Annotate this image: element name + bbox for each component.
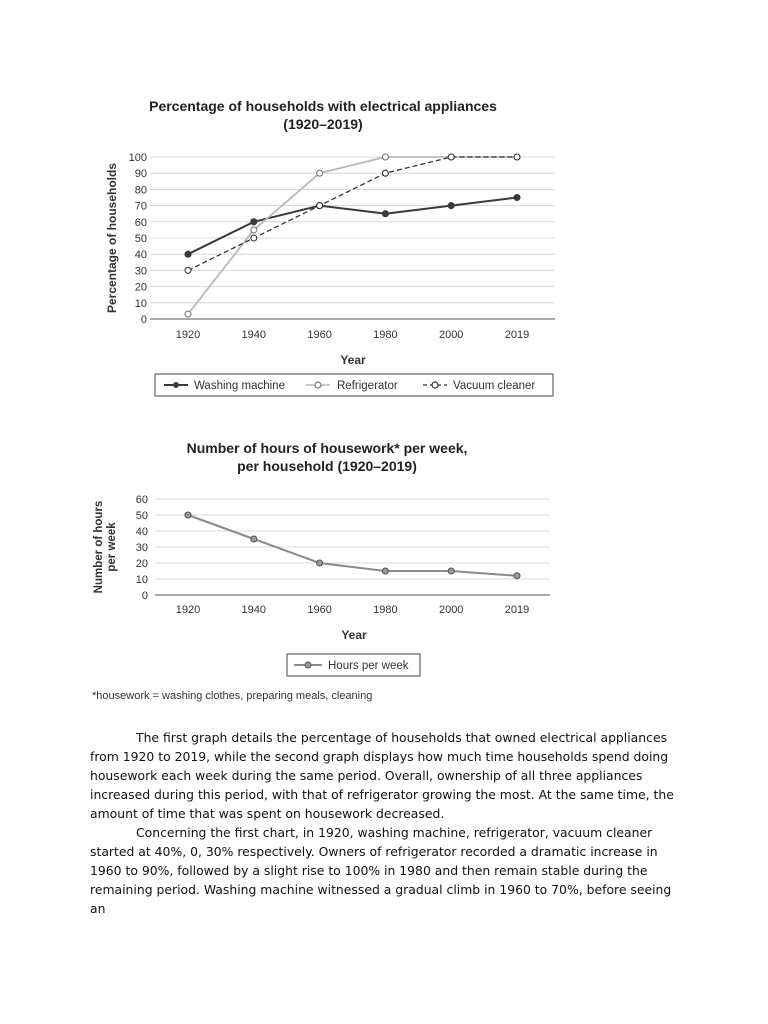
x-tick-label: 1980	[373, 604, 398, 616]
x-tick-label: 2000	[438, 329, 464, 341]
y-tick-label: 30	[134, 265, 147, 278]
washing-machine-point	[251, 219, 257, 225]
chart1-gridlines	[150, 157, 555, 319]
x-tick-label: 1920	[175, 604, 201, 616]
y-tick-label: 90	[134, 168, 147, 181]
x-tick-label: 1920	[175, 329, 201, 341]
y-tick-label: 0	[140, 314, 147, 326]
hours-per-week-point	[185, 512, 191, 518]
legend-vacuum-label: Vacuum cleaner	[453, 380, 536, 392]
vacuum-cleaner-point	[448, 154, 454, 160]
y-tick-label: 30	[135, 542, 148, 554]
washing-machine-line	[188, 198, 517, 255]
refrigerator-point	[382, 154, 388, 160]
hours-per-week-line	[188, 515, 517, 576]
refrigerator-point	[185, 311, 191, 317]
chart2-ylabel-line2: per week	[106, 522, 118, 572]
washing-machine-point	[514, 195, 520, 201]
legend-vacuum-marker	[432, 382, 438, 388]
vacuum-cleaner-point	[185, 267, 191, 273]
chart1-y-ticks	[129, 152, 147, 326]
vacuum-cleaner-line	[188, 157, 517, 270]
essay-body	[90, 728, 680, 918]
legend-hours-label: Hours per week	[328, 660, 409, 672]
x-tick-label: 1940	[241, 604, 267, 616]
chart2-title: Number of hours of housework* per week,	[186, 440, 468, 456]
y-tick-label: 60	[135, 494, 148, 506]
y-tick-label: 60	[134, 216, 147, 229]
x-tick-label: 2019	[504, 604, 530, 616]
x-tick-label: 1980	[373, 329, 398, 341]
essay-paragraph-1: The first graph details the percentage of households that owned electrical appliances from 1920 to 2019, while the second graph displays how much time households spend doing housework each week during the same period. Overall, ownership of all three appliances increased during this period, with that of refrigerator growing the most. At the same time, the amount of time that was spent on housework decreased.	[90, 730, 674, 821]
y-tick-label: 20	[135, 558, 148, 570]
vacuum-cleaner-point	[382, 170, 388, 176]
refrigerator-point	[317, 170, 323, 176]
legend-refrigerator-label: Refrigerator	[337, 380, 398, 392]
appliances-chart	[0, 90, 768, 410]
chart2-subtitle: per household (1920–2019)	[237, 458, 417, 474]
hours-per-week-point	[317, 560, 323, 566]
y-tick-label: 0	[141, 590, 148, 602]
y-tick-label: 80	[134, 184, 147, 197]
refrigerator-line	[188, 157, 517, 314]
chart2-ylabel-line1: Number of hours	[93, 500, 105, 594]
chart1-subtitle: (1920–2019)	[283, 116, 363, 132]
y-tick-label: 10	[135, 574, 148, 586]
chart2-series	[185, 512, 520, 579]
chart2-legend	[287, 654, 420, 676]
x-tick-label: 1960	[307, 329, 332, 341]
y-tick-label: 50	[135, 510, 148, 522]
y-tick-label: 40	[134, 249, 147, 262]
y-tick-label: 100	[128, 152, 147, 164]
y-tick-label: 70	[134, 200, 147, 213]
washing-machine-point	[185, 251, 191, 257]
chart1-title: Percentage of households with electrical appliances	[149, 98, 497, 114]
hours-per-week-point	[382, 568, 388, 574]
y-tick-label: 50	[134, 233, 147, 245]
x-tick-label: 1960	[307, 604, 332, 616]
chart2-x-ticks	[176, 604, 529, 616]
chart1-ylabel: Percentage of households	[105, 162, 119, 314]
x-tick-label: 2019	[504, 329, 530, 341]
washing-machine-point	[448, 203, 454, 209]
x-tick-label: 2000	[438, 604, 464, 616]
legend-refrigerator-marker	[315, 382, 321, 388]
essay-paragraph-2: Concerning the first chart, in 1920, washing machine, refrigerator, vacuum cleaner started at 40%, 0, 30% respectively. Owners of refrigerator recorded a dramatic increase in 1960 to 90%, followed by a slight rise to 100% in 1980 and then remain stable during the remaining period. Washing machine witnessed a gradual climb in 1960 to 70%, before seeing an	[90, 825, 672, 916]
chart2-y-ticks	[136, 494, 148, 602]
legend-hours-marker	[305, 662, 311, 668]
vacuum-cleaner-point	[514, 154, 520, 160]
housework-chart	[0, 435, 768, 680]
chart1-xlabel: Year	[340, 353, 366, 367]
chart2-gridlines	[155, 499, 550, 595]
hours-per-week-point	[448, 568, 454, 574]
legend-washing-marker	[173, 382, 179, 388]
chart1-legend	[155, 374, 553, 396]
chart1-series	[185, 154, 520, 317]
vacuum-cleaner-point	[317, 203, 323, 209]
vacuum-cleaner-point	[251, 235, 257, 241]
refrigerator-point	[251, 227, 257, 233]
legend-washing-label: Washing machine	[194, 380, 285, 392]
chart2-xlabel: Year	[341, 628, 367, 642]
y-tick-label: 40	[135, 526, 148, 538]
chart-footnote: *housework = washing clothes, preparing meals, cleaning	[92, 690, 373, 702]
washing-machine-point	[382, 211, 388, 217]
hours-per-week-point	[251, 536, 257, 542]
y-tick-label: 10	[134, 297, 147, 310]
hours-per-week-point	[514, 573, 520, 579]
chart1-x-ticks	[176, 329, 529, 341]
x-tick-label: 1940	[241, 329, 267, 341]
y-tick-label: 20	[134, 281, 147, 294]
